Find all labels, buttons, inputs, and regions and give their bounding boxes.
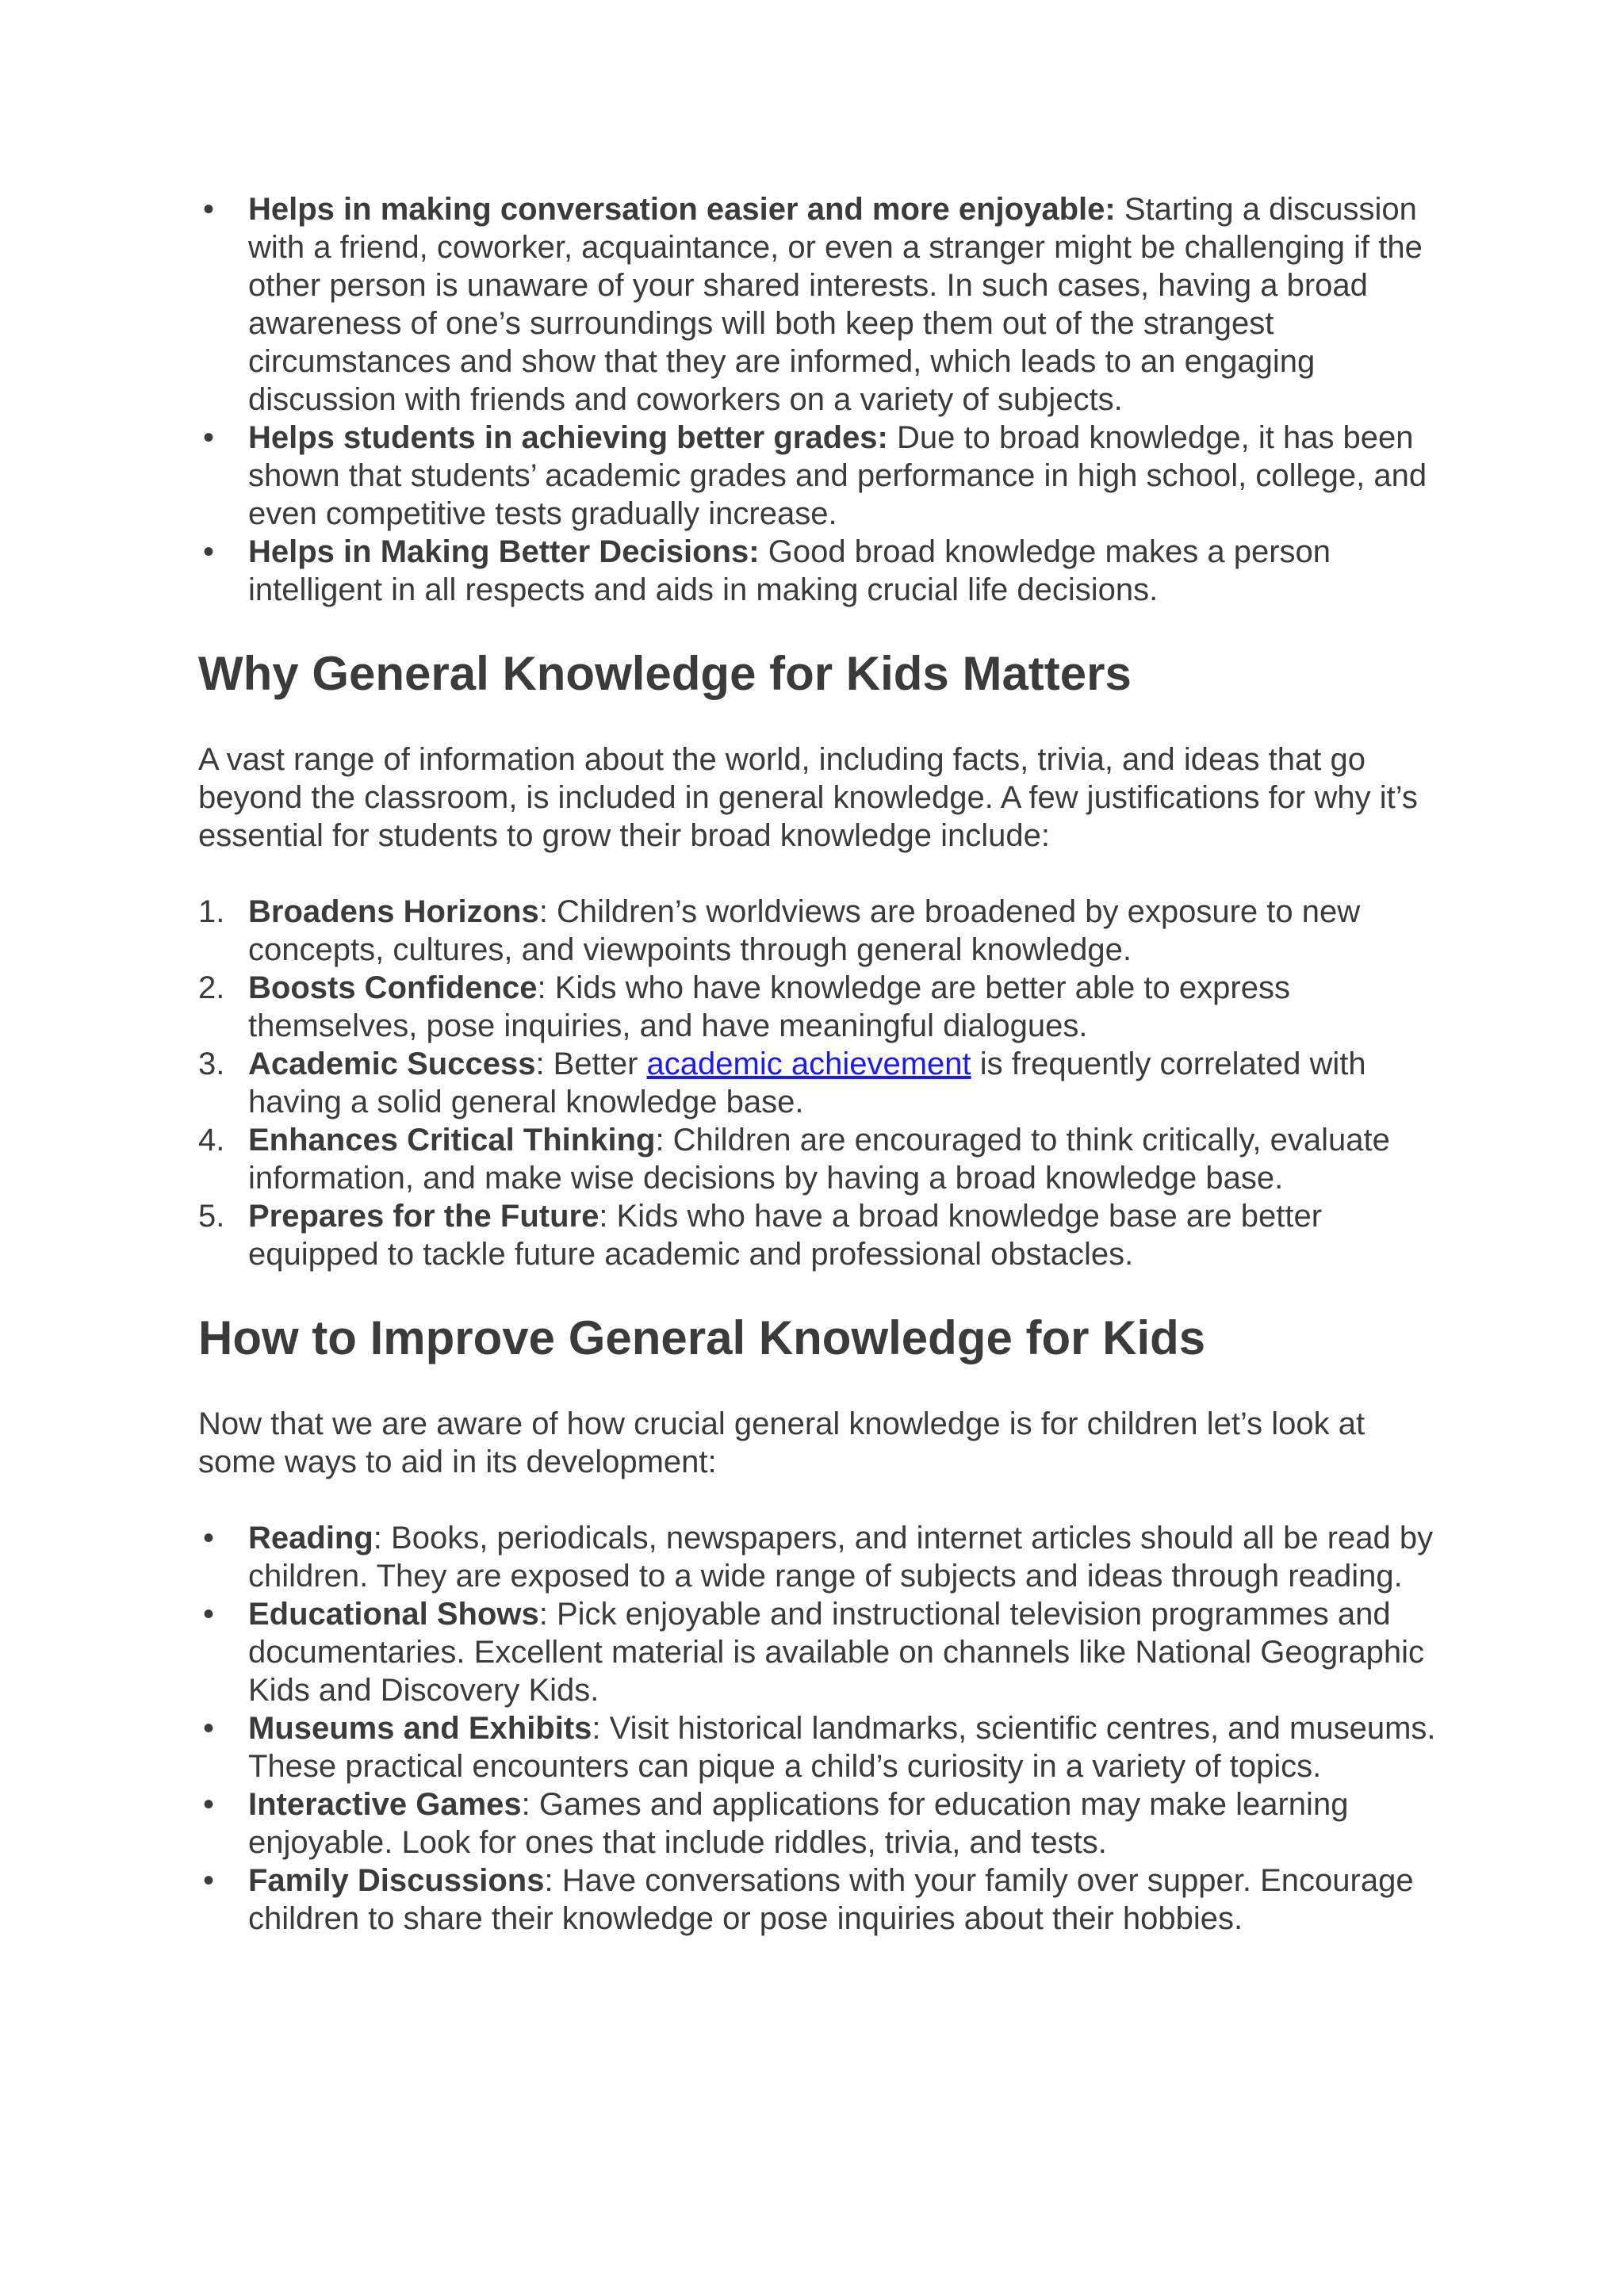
list-number: 3. [198, 1047, 225, 1081]
bullet-icon: • [203, 192, 215, 227]
list-item-text: : Children’s worldviews are broadened by exposure to new concepts, cultures, and viewpoints through general knowledge. [248, 894, 1361, 967]
list-item [198, 1709, 1451, 1785]
list-item [198, 1785, 1451, 1862]
list-item-text: : Games and applications for education may make learning enjoyable. Look for ones that include riddles, trivia, and tests. [248, 1787, 1349, 1860]
list-item [198, 419, 1451, 533]
list-item-text: : Books, periodicals, newspapers, and internet articles should all be read by children. They are exposed to a wide range of subjects and ideas through reading. [248, 1521, 1434, 1594]
section-heading-why: Why General Knowledge for Kids Matters [198, 647, 1132, 700]
list-item-title: Helps in making conversation easier and more enjoyable: [248, 192, 1116, 227]
bullet-icon: • [203, 420, 215, 455]
list-item-title: Family Discussions [248, 1863, 545, 1898]
list-item-title: Helps in Making Better Decisions: [248, 534, 760, 569]
list-item [198, 969, 1451, 1045]
benefits-list [198, 190, 1451, 609]
academic-achievement-link[interactable]: academic achievement [646, 1047, 971, 1081]
document-page [198, 190, 1451, 1938]
ways-list [198, 1519, 1451, 1938]
list-item [198, 893, 1451, 969]
list-item-text: Due to broad knowledge, it has been shown that students’ academic grades and performance in high school, college, and even competitive tests gradually increase. [248, 420, 1427, 531]
list-item [198, 1862, 1451, 1938]
list-item-text: : Better [535, 1047, 647, 1081]
list-item-title: Academic Success [248, 1047, 536, 1081]
section-heading-how: How to Improve General Knowledge for Kids [198, 1311, 1206, 1364]
list-item-title: Reading [248, 1521, 373, 1556]
list-item-title: Enhances Critical Thinking [248, 1123, 656, 1158]
list-item-text: Good broad knowledge makes a person intelligent in all respects and aids in making crucial life decisions. [248, 534, 1331, 607]
bullet-icon: • [203, 1787, 215, 1822]
reasons-list [198, 893, 1451, 1273]
list-item-title: Broadens Horizons [248, 894, 539, 929]
list-item-title: Helps students in achieving better grades: [248, 420, 888, 455]
bullet-icon: • [203, 1521, 215, 1556]
list-item [198, 190, 1451, 419]
list-item-text: : Children are encouraged to think critically, evaluate information, and make wise decisions by having a broad knowledge base. [248, 1123, 1390, 1196]
list-item-title: Educational Shows [248, 1597, 539, 1632]
list-number: 2. [198, 970, 225, 1005]
section-intro-why: A vast range of information about the world, including facts, trivia, and ideas that go beyond the classroom, is included in general knowledge. A few justifications for why it’s essential for students to grow their broad knowledge include: [198, 742, 1418, 853]
bullet-icon: • [203, 1863, 215, 1898]
list-item-text: : Kids who have a broad knowledge base are better equipped to tackle future academic and professional obstacles. [248, 1199, 1323, 1272]
list-item-title: Prepares for the Future [248, 1199, 599, 1234]
bullet-icon: • [203, 1597, 215, 1632]
list-item-title: Museums and Exhibits [248, 1711, 592, 1746]
bullet-icon: • [203, 534, 215, 569]
list-item [198, 1045, 1451, 1121]
list-item-text: is frequently correlated with having a solid general knowledge base. [248, 1047, 1366, 1119]
list-item-text: : Visit historical landmarks, scientific centres, and museums. These practical encounters can pique a child’s curiosity in a variety of topics. [248, 1711, 1436, 1784]
list-number: 4. [198, 1123, 225, 1158]
list-item-text: : Kids who have knowledge are better able to express themselves, pose inquiries, and have meaningful dialogues. [248, 970, 1290, 1043]
list-item [198, 533, 1451, 609]
list-item-title: Interactive Games [248, 1787, 522, 1822]
section-intro-how: Now that we are aware of how crucial general knowledge is for children let’s look at some ways to aid in its development: [198, 1406, 1365, 1479]
list-item [198, 1197, 1451, 1273]
list-item-title: Boosts Confidence [248, 970, 538, 1005]
list-item-text: Starting a discussion with a friend, coworker, acquaintance, or even a stranger might be challenging if the other person is unaware of your shared interests. In such cases, having a broad awareness of one’s surroundings will both keep them out of the strangest circumstances and show that they are informed, which leads to an engaging discussion with friends and coworkers on a variety of subjects. [248, 192, 1423, 417]
list-item-text: : Have conversations with your family over supper. Encourage children to share their knowledge or pose inquiries about their hobbies. [248, 1863, 1414, 1936]
list-number: 5. [198, 1199, 225, 1234]
list-number: 1. [198, 894, 225, 929]
list-item [198, 1121, 1451, 1197]
list-item [198, 1519, 1451, 1595]
list-item [198, 1595, 1451, 1709]
list-item-text: : Pick enjoyable and instructional television programmes and documentaries. Excellent material is available on channels like National Geographic Kids and Discovery Kids. [248, 1597, 1425, 1708]
bullet-icon: • [203, 1711, 215, 1746]
